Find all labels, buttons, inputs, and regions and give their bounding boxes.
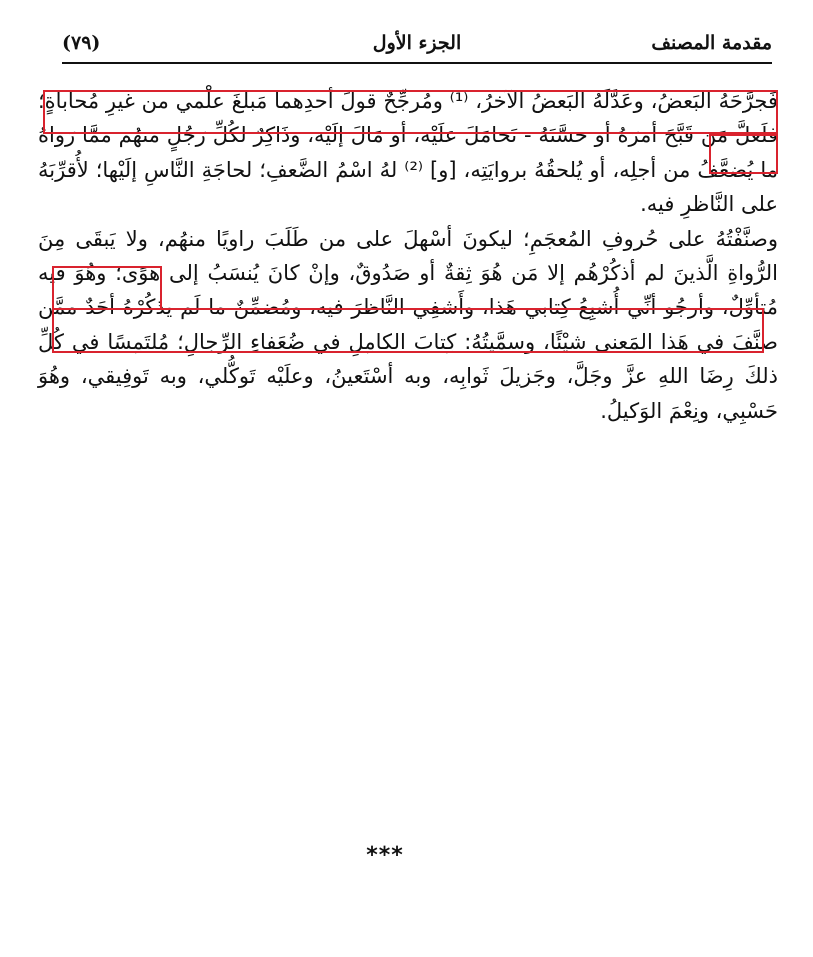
header-rule: [62, 62, 772, 64]
end-mark: ***: [366, 843, 404, 868]
page-body: [38, 84, 778, 428]
page-number: (٧٩): [62, 32, 101, 54]
paragraph-2: وصنَّفْتُهُ على حُروفِ المُعجَمِ؛ ليكونَ أسْهلَ على من طَلَبَ راويًا منهُم، ولا يَبقَى مِنَ الرُّواةِ الَّذينَ لم أذكُرْهُم إلا مَن هُوَ ثِقةٌ أو صَدُوقٌ، وإنْ كانَ يُنسَبُ إلى هوًى؛ وهُوَ فيه مُتأوِّلٌ، وأرجُو أنِّي أُشبِعُ كِتابي هَذا، وأَشفِي النَّاظرَ فيه، ومُضمِّنٌ ما لَم يذكُرْهُ أحَدٌ ممَّن صنَّفَ في هَذا المَعنى شيْئًا، وسمَّيتُهُ: كِتابَ الكامِلِ في ضُعَفاءِ الرِّجالِ؛ مُلتَمِسًا في كُلِّ ذلكَ رِضَا اللهِ عزَّ وجَلَّ، وجَزيلَ ثَوابِه، وبه أسْتَعينُ، وعلَيْه تَوكُّلي، وبه تَوفِيقي، وهُوَ حَسْبِي، ونِعْمَ الوَكيلُ.: [38, 226, 778, 423]
paragraph-1: فَجرَّحَهُ البَعضُ، وعَدَّلَهُ البَعضُ الآخرُ، ⁽¹⁾ ومُرجِّحٌ قولَ أحدِهما مَبلغَ علْمي من غيرِ مُحاباةٍ؛ فلَعلَّ مَن قَبَّحَ أمرَهُ أو حسَّنَهُ - تَحامَلَ علَيْه، أو مَالَ إلَيْه، وذَاكِرٌ لكُلِّ رَجُلٍ منهُم ممَّا رَواهُ ما يُضعَّفُ من أجلِه، أو يُلحقُهُ بروايَتِه، [و] ⁽²⁾ لهُ اسْمُ الضَّعفِ؛ لحاجَةِ النَّاسِ إلَيْها؛ لأُقرِّبَهُ على النَّاظرِ فيه.: [38, 89, 778, 217]
section-title: مقدمة المصنف: [651, 32, 772, 54]
running-header: [62, 30, 772, 60]
volume-title: الجزء الأول: [372, 32, 462, 54]
